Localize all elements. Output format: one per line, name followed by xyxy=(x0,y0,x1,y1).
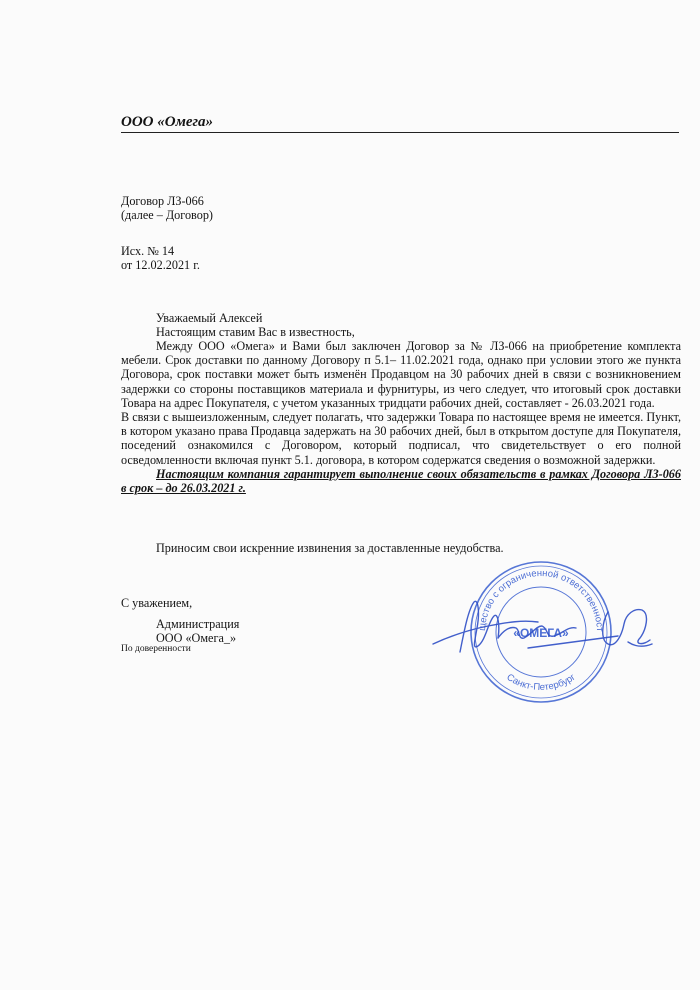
letter-body xyxy=(121,339,681,495)
letterhead xyxy=(121,113,679,133)
guarantee-statement: Настоящим компания гарантирует выполнение своих обязательств в рамках Договора ЛЗ-066 в срок – до 26.03.2021 г. xyxy=(121,466,681,496)
intro-line: Настоящим ставим Вас в известность, xyxy=(156,325,355,339)
paragraph-conclusion: В связи с вышеизложенным, следует полагать, что задержки Товара по настоящее время не имеется. Пункт, в котором указано права Продавца задержать на 30 рабочих дней, был в открытом доступе для Покупателя, поседений ознакомился с Договором, который подписал, что свидетельствует о его полной осведомленности включая пункт 5.1. договора, в котором содержатся сведения о возможной задержки. xyxy=(121,410,681,467)
contract-number: Договор ЛЗ-066 xyxy=(121,194,204,208)
apology-line: Приносим свои искренние извинения за доставленные неудобства. xyxy=(156,541,504,555)
stamp-outer-text: щество с ограниченной ответственност xyxy=(476,567,606,632)
outgoing-date: от 12.02.2021 г. xyxy=(121,258,200,272)
proxy-note: По доверенности xyxy=(121,644,191,654)
paragraph-contract-terms: Между ООО «Омега» и Вами был заключен Договор за № ЛЗ-066 на приобретение комплекта мебели. Срок доставки по данному Договору п 5.1– 11.02.2021 года, однако при условии этого же пункта Договора, срок поставки может быть изменён Продавцом на 30 рабочих дней в связи с возникновением задержки со стороны поставщиков материала и фурнитуры, из чего следует, что итоговый срок доставки Товара на адрес Покупателя, с учетом указанных тридцати рабочих дней, составляет - 26.03.2021 года. xyxy=(121,339,681,410)
greeting: Уважаемый Алексей xyxy=(156,311,263,325)
outgoing-reference xyxy=(121,244,200,272)
stamp-center-text: «ОМЕГА» xyxy=(513,626,569,640)
closing-regards: С уважением, xyxy=(121,596,193,610)
contract-reference xyxy=(121,194,213,222)
signatory-block xyxy=(156,617,239,645)
handwritten-signature xyxy=(428,582,668,682)
stamp-bottom-text: Санкт-Петербург xyxy=(504,671,578,694)
outgoing-number: Исх. № 14 xyxy=(121,244,175,258)
signatory-company: ООО «Омега_» xyxy=(156,631,237,645)
letterhead-company: ООО «Омега» xyxy=(121,114,214,130)
signatory-role: Администрация xyxy=(156,617,240,631)
contract-alias: (далее – Договор) xyxy=(121,208,213,222)
